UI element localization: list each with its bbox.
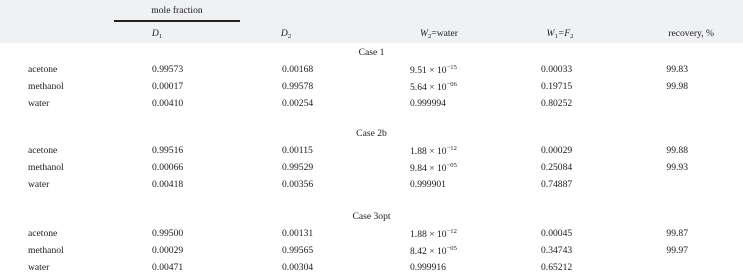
cell-w1: 0.34743 bbox=[541, 245, 573, 256]
cell-w2: 0.999994 bbox=[410, 98, 446, 109]
header-group-rule bbox=[114, 20, 240, 22]
cell-w2 bbox=[410, 228, 457, 240]
cell-d2: 0.00115 bbox=[282, 145, 313, 156]
column-header-d1 bbox=[152, 28, 162, 40]
cell-w1: 0.00033 bbox=[541, 64, 573, 75]
w1-subscript: 1 bbox=[554, 33, 558, 40]
cell-d1: 0.00418 bbox=[152, 179, 184, 190]
cell-d1: 0.00410 bbox=[152, 98, 184, 109]
cell-w1: 0.19715 bbox=[541, 81, 573, 92]
column-header-recovery: recovery, % bbox=[668, 28, 714, 39]
row-label: methanol bbox=[28, 245, 64, 256]
d2-subscript: 2 bbox=[287, 33, 292, 40]
cell-w2 bbox=[410, 64, 457, 76]
w1-suffix-subscript: 2 bbox=[570, 33, 574, 40]
cell-d1: 0.99516 bbox=[152, 145, 184, 156]
w2-mantissa: 1.88 × 10 bbox=[410, 146, 447, 157]
w1-symbol: W bbox=[546, 28, 555, 39]
w2-symbol: W bbox=[419, 28, 428, 39]
cell-w2: 0.999916 bbox=[410, 262, 446, 273]
cell-d1: 0.00017 bbox=[152, 81, 184, 92]
column-header-d2 bbox=[281, 28, 291, 40]
cell-d1: 0.99573 bbox=[152, 64, 184, 75]
cell-recovery: 99.97 bbox=[666, 245, 688, 256]
w2-mantissa: 9.51 × 10 bbox=[410, 65, 447, 76]
cell-w1: 0.25084 bbox=[541, 162, 573, 173]
cell-w2 bbox=[410, 81, 457, 93]
cell-d2: 0.00254 bbox=[282, 98, 314, 109]
d1-subscript: 1 bbox=[158, 33, 163, 40]
w2-suffix: =water bbox=[431, 28, 459, 39]
d2-symbol: D bbox=[280, 28, 288, 39]
w2-exponent: −05 bbox=[446, 245, 457, 252]
cell-d1: 0.00066 bbox=[152, 162, 184, 173]
cell-d2: 0.00356 bbox=[282, 179, 314, 190]
cell-recovery: 99.93 bbox=[666, 162, 688, 173]
w2-mantissa: 1.88 × 10 bbox=[410, 229, 447, 240]
column-header-w2 bbox=[420, 28, 458, 40]
cell-recovery: 99.87 bbox=[666, 228, 688, 239]
section-title-case-3opt: Case 3opt bbox=[352, 211, 391, 222]
cell-w1: 0.00045 bbox=[541, 228, 573, 239]
w2-exponent: −12 bbox=[446, 228, 457, 235]
cell-d2: 0.99529 bbox=[282, 162, 314, 173]
cell-w1: 0.00029 bbox=[541, 145, 573, 156]
cell-d2: 0.00168 bbox=[282, 64, 314, 75]
cell-recovery: 99.88 bbox=[666, 145, 688, 156]
row-label: acetone bbox=[28, 64, 58, 75]
w2-exponent: −15 bbox=[446, 64, 457, 71]
cell-w2: 0.999901 bbox=[410, 179, 446, 190]
cell-w1: 0.80252 bbox=[541, 98, 573, 109]
cell-d2: 0.99578 bbox=[282, 81, 314, 92]
section-title-case-1: Case 1 bbox=[358, 47, 385, 58]
row-label: water bbox=[28, 179, 50, 190]
cell-w1: 0.65212 bbox=[541, 262, 573, 273]
cell-d2: 0.00304 bbox=[282, 262, 314, 273]
w2-exponent: −05 bbox=[446, 162, 457, 169]
w2-exponent: −12 bbox=[446, 145, 457, 152]
cell-recovery: 99.83 bbox=[666, 64, 688, 75]
w2-mantissa: 5.64 × 10 bbox=[410, 82, 447, 93]
cell-w2 bbox=[410, 162, 457, 174]
cell-d2: 0.00131 bbox=[282, 228, 314, 239]
cell-d1: 0.99500 bbox=[152, 228, 184, 239]
cell-w1: 0.74887 bbox=[541, 179, 573, 190]
w2-subscript: 2 bbox=[427, 33, 432, 40]
row-label: methanol bbox=[28, 81, 64, 92]
cell-d1: 0.00029 bbox=[152, 245, 184, 256]
row-label: acetone bbox=[28, 228, 58, 239]
row-label: methanol bbox=[28, 162, 64, 173]
cell-w2 bbox=[410, 145, 457, 157]
cell-d1: 0.00471 bbox=[152, 262, 184, 273]
cell-d2: 0.99565 bbox=[282, 245, 314, 256]
w1-suffix: =F bbox=[557, 28, 571, 39]
row-label: water bbox=[28, 262, 50, 273]
row-label: water bbox=[28, 98, 50, 109]
mole-fraction-label: mole fraction bbox=[151, 5, 203, 16]
row-label: acetone bbox=[28, 145, 58, 156]
table-header bbox=[0, 0, 743, 43]
w2-mantissa: 8.42 × 10 bbox=[410, 246, 447, 257]
cell-w2 bbox=[410, 245, 457, 257]
w2-mantissa: 9.84 × 10 bbox=[410, 163, 447, 174]
section-title-case-2b: Case 2b bbox=[356, 128, 387, 139]
column-header-w1 bbox=[547, 28, 574, 40]
d1-symbol: D bbox=[151, 28, 159, 39]
cell-recovery: 99.98 bbox=[666, 81, 688, 92]
w2-exponent: −06 bbox=[446, 81, 457, 88]
